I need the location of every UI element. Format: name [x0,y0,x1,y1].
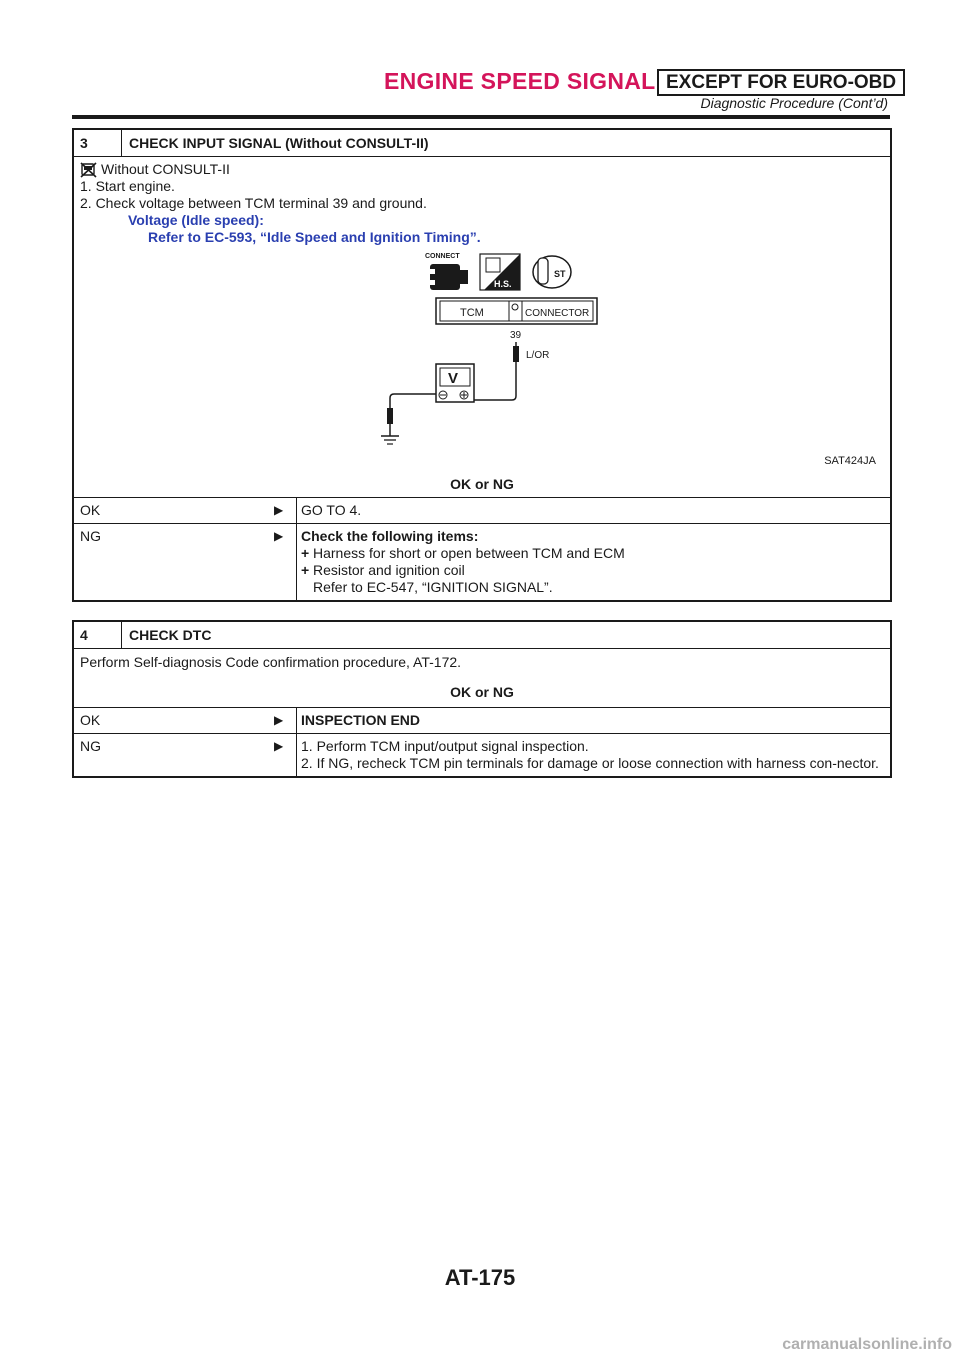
mode-label: Without CONSULT-II [101,161,230,177]
arrow-right-icon: ▶ [274,713,284,727]
procedure-step-4 [72,620,892,778]
instruction-line: Perform Self-diagnosis Code confirmation procedure, AT-172. [80,654,462,670]
probe-wire [474,342,549,400]
ground-wire [381,394,436,444]
mode-line [80,161,884,178]
section-title: ENGINE SPEED SIGNAL [384,68,656,94]
ng-item-text: Resistor and ignition coil [313,562,465,578]
harness-side-icon [480,254,520,290]
section-subtitle: Diagnostic Procedure (Cont’d) [700,95,888,111]
voltage-reference: Refer to EC-593, “Idle Speed and Ignition Timing”. [148,229,481,245]
connector-label: CONNECTOR [525,308,590,319]
hs-label: H.S. [494,279,512,289]
result-label: OK or NG [450,684,514,700]
result-ng-label: NG [80,738,101,754]
ignition-key-icon [533,256,571,288]
page-number: AT-175 [444,1265,516,1290]
ng-line: 2. If NG, recheck TCM pin terminals for damage or loose connection with harness con-nector. [301,755,879,771]
result-ng-body [296,734,890,776]
arrow-right-icon: ▶ [274,503,284,517]
result-ok-text: GO TO 4. [296,498,890,523]
result-ok [74,497,890,523]
step-title: CHECK DTC [129,627,212,643]
circuit-diagram [80,246,884,476]
terminal-number: 39 [510,330,522,341]
tcm-label: TCM [460,307,484,319]
figure-caption: SAT424JA [824,455,876,467]
result-ng-body [296,524,890,600]
procedure-step-3 [72,128,892,602]
tcm-connector [436,298,597,324]
ng-line: 1. Perform TCM input/output signal inspection. [301,738,589,754]
instruction-line: 2. Check voltage between TCM terminal 39 and ground. [80,195,427,211]
result-ok [74,707,890,733]
instruction-line: 1. Start engine. [80,178,175,194]
result-label: OK or NG [450,476,514,492]
step-title: CHECK INPUT SIGNAL (Without CONSULT-II) [129,135,429,151]
step-content [74,156,890,497]
header-rule [72,115,890,119]
voltmeter-icon [436,364,474,402]
result-ng-label: NG [80,528,101,544]
step-header [74,130,890,156]
connect-icon [423,253,468,290]
result-ok-text: INSPECTION END [296,708,890,733]
ng-reference: Refer to EC-547, “IGNITION SIGNAL”. [313,579,553,595]
circuit-figure [80,246,884,476]
result-ng [74,523,890,600]
ng-heading: Check the following items: [301,528,479,544]
st-label: ST [554,269,566,279]
step-number: 3 [74,130,122,156]
plus-bullet-icon: + [301,562,310,578]
voltage-label: Voltage (Idle speed): [128,212,264,228]
step-number: 4 [74,622,122,648]
arrow-right-icon: ▶ [274,739,284,753]
ng-item [301,545,884,562]
step-header [74,622,890,648]
arrow-right-icon: ▶ [274,529,284,543]
ng-item-text: Harness for short or open between TCM and ECM [313,545,625,561]
watermark: carmanualsonline.info [782,1336,952,1353]
no-consult-icon [80,162,98,178]
result-ok-label: OK [80,502,101,518]
ng-item [301,562,884,579]
meter-label: V [448,370,459,387]
step-content [74,648,890,707]
wire-color: L/OR [526,350,550,361]
result-ng [74,733,890,776]
connect-label: CONNECT [425,253,460,260]
result-ok-label: OK [80,712,101,728]
plus-bullet-icon: + [301,545,310,561]
section-tag: EXCEPT FOR EURO-OBD [657,69,905,96]
